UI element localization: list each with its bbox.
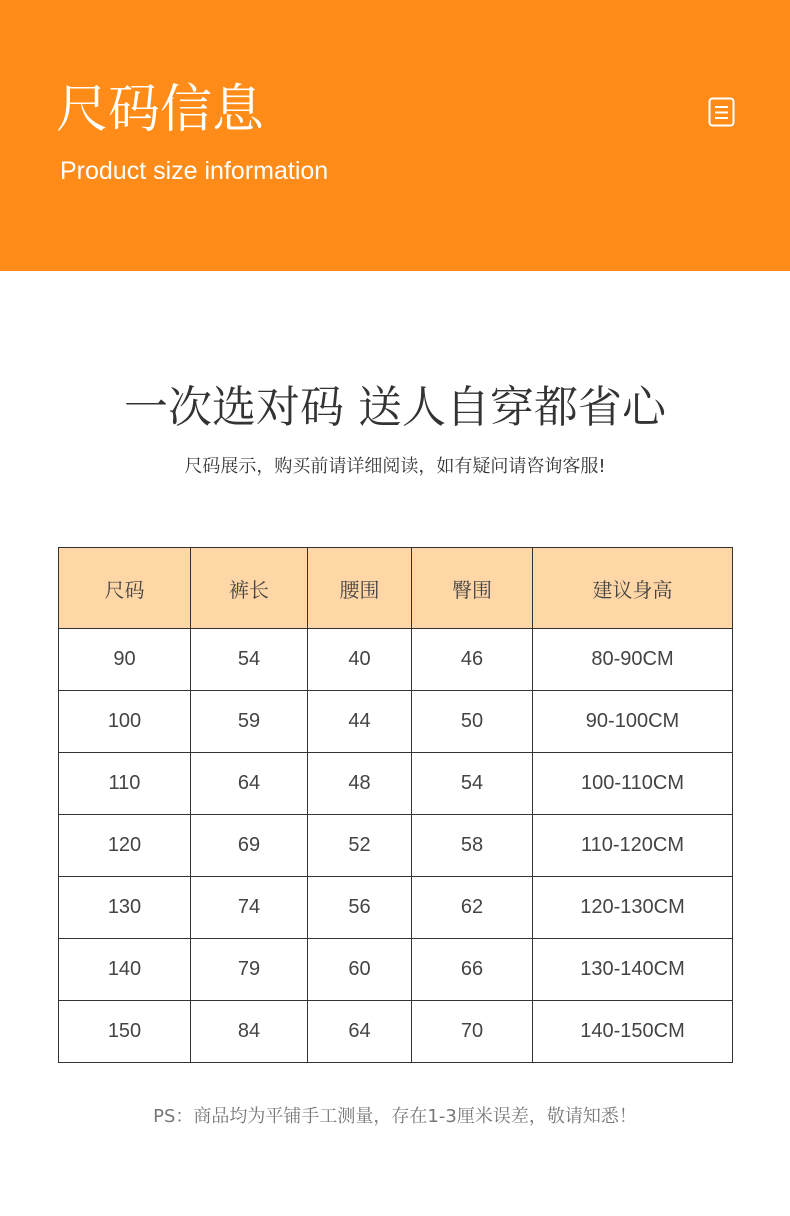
table-cell: 140-150CM (533, 1001, 733, 1063)
table-cell: 60 (308, 939, 412, 1001)
table-cell: 120-130CM (533, 877, 733, 939)
table-cell: 74 (191, 877, 308, 939)
table-row (59, 1001, 733, 1063)
column-header-hip: 臀围 (412, 548, 533, 629)
table-cell: 110-120CM (533, 815, 733, 877)
table-cell: 80-90CM (533, 629, 733, 691)
table-cell: 59 (191, 691, 308, 753)
measurement-note: PS：商品均为平铺手工测量，存在1-3厘米误差，敬请知悉！ (153, 1106, 637, 1127)
column-header-waist: 腰围 (308, 548, 412, 629)
table-cell: 48 (308, 753, 412, 815)
table-cell: 56 (308, 877, 412, 939)
table-cell: 58 (412, 815, 533, 877)
table-cell: 54 (412, 753, 533, 815)
table-cell: 64 (191, 753, 308, 815)
table-cell: 90 (59, 629, 191, 691)
table-cell: 150 (59, 1001, 191, 1063)
page-subtitle: Product size information (60, 157, 329, 185)
table-cell: 120 (59, 815, 191, 877)
table-row (59, 939, 733, 1001)
headline: 一次选对码 送人自穿都省心 (124, 382, 666, 433)
table-cell: 40 (308, 629, 412, 691)
table-row (59, 691, 733, 753)
table-cell: 79 (191, 939, 308, 1001)
table-cell: 130 (59, 877, 191, 939)
table-cell: 46 (412, 629, 533, 691)
table-row (59, 815, 733, 877)
table-cell: 90-100CM (533, 691, 733, 753)
table-cell: 100-110CM (533, 753, 733, 815)
table-cell: 52 (308, 815, 412, 877)
table-cell: 84 (191, 1001, 308, 1063)
table-header-row (59, 548, 733, 629)
document-list-icon (708, 97, 735, 127)
subheadline: 尺码展示，购买前请详细阅读，如有疑问请咨询客服! (184, 456, 606, 477)
table-cell: 64 (308, 1001, 412, 1063)
table-cell: 54 (191, 629, 308, 691)
column-header-size: 尺码 (59, 548, 191, 629)
table-cell: 44 (308, 691, 412, 753)
size-table (58, 547, 733, 1063)
table-row (59, 629, 733, 691)
page-title: 尺码信息 (56, 80, 265, 140)
table-cell: 69 (191, 815, 308, 877)
table-row (59, 753, 733, 815)
table-cell: 130-140CM (533, 939, 733, 1001)
table-cell: 50 (412, 691, 533, 753)
column-header-pants-length: 裤长 (191, 548, 308, 629)
column-header-suggested-height: 建议身高 (533, 548, 733, 629)
table-cell: 100 (59, 691, 191, 753)
table-cell: 66 (412, 939, 533, 1001)
table-cell: 110 (59, 753, 191, 815)
header-banner (0, 0, 790, 271)
table-row (59, 877, 733, 939)
table-cell: 70 (412, 1001, 533, 1063)
table-cell: 62 (412, 877, 533, 939)
table-cell: 140 (59, 939, 191, 1001)
